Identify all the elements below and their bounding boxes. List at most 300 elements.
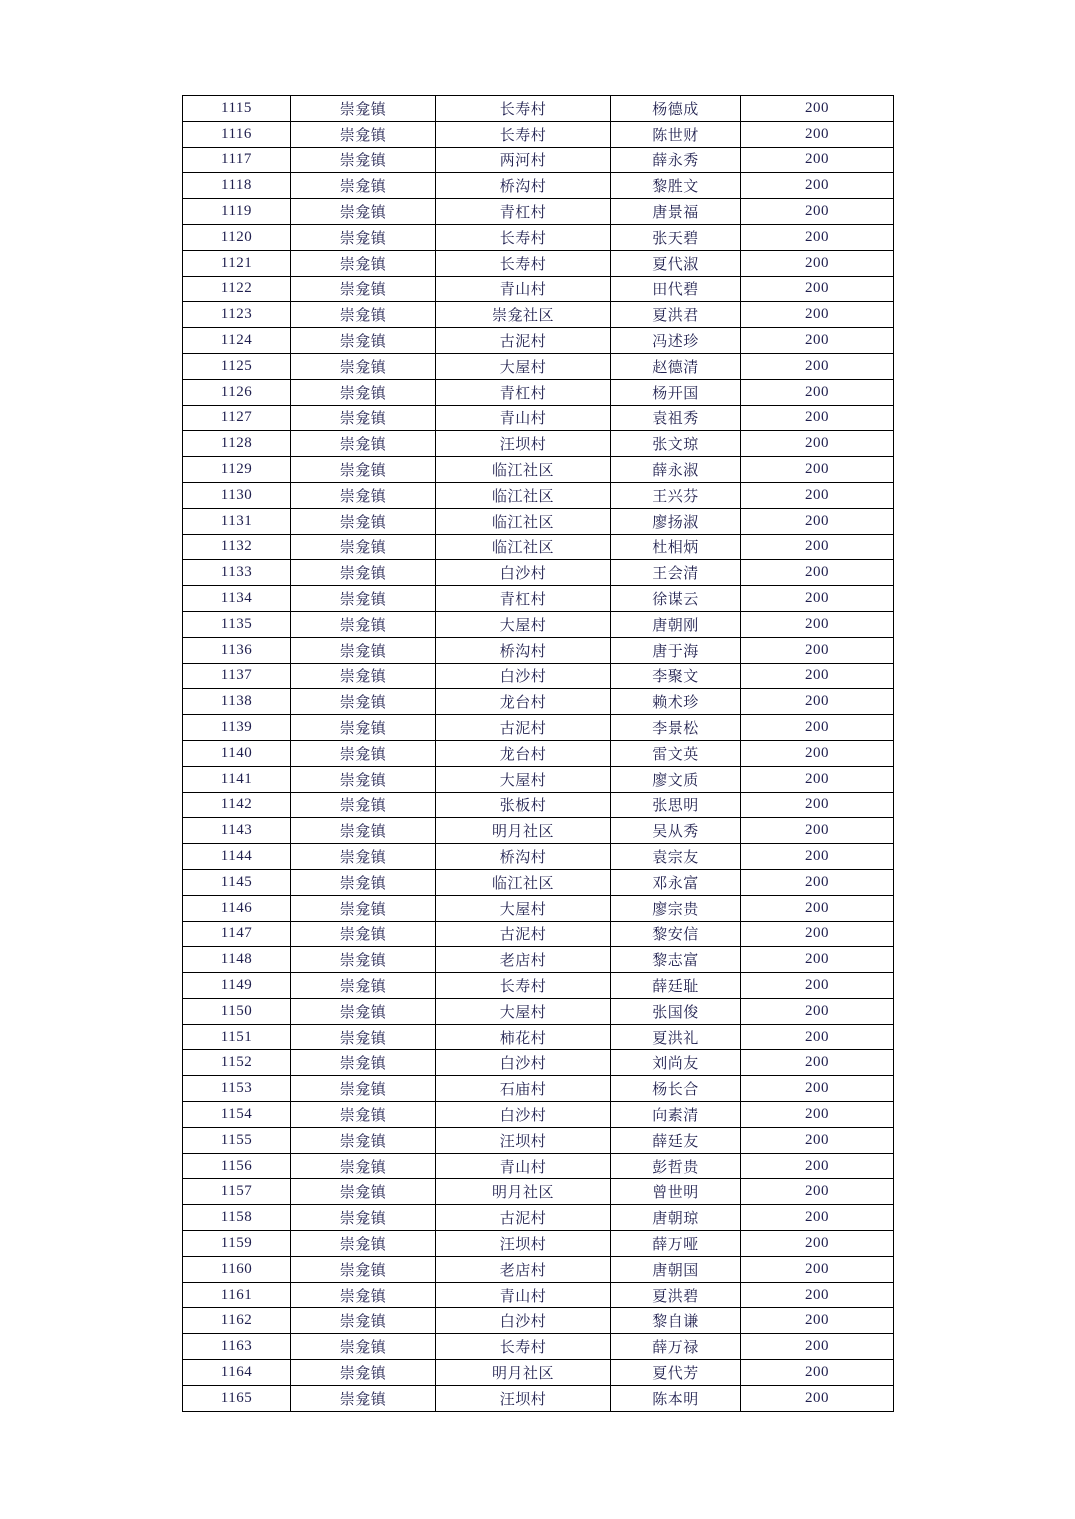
cell-name: 薛万禄 xyxy=(611,1334,741,1360)
cell-amount: 200 xyxy=(741,947,894,973)
cell-town: 崇龛镇 xyxy=(291,328,436,354)
cell-village: 长寿村 xyxy=(436,224,611,250)
cell-id: 1119 xyxy=(183,199,291,225)
cell-name: 唐朝琼 xyxy=(611,1205,741,1231)
cell-village: 大屋村 xyxy=(436,766,611,792)
cell-town: 崇龛镇 xyxy=(291,224,436,250)
cell-id: 1151 xyxy=(183,1024,291,1050)
cell-name: 张国俊 xyxy=(611,998,741,1024)
cell-id: 1149 xyxy=(183,973,291,999)
cell-amount: 200 xyxy=(741,482,894,508)
cell-name: 夏代淑 xyxy=(611,250,741,276)
cell-village: 白沙村 xyxy=(436,560,611,586)
beneficiary-table xyxy=(182,95,894,1412)
table-row xyxy=(183,431,894,457)
cell-town: 崇龛镇 xyxy=(291,1102,436,1128)
table-row xyxy=(183,1076,894,1102)
cell-town: 崇龛镇 xyxy=(291,173,436,199)
cell-amount: 200 xyxy=(741,1282,894,1308)
table-row xyxy=(183,998,894,1024)
cell-village: 老店村 xyxy=(436,947,611,973)
cell-name: 张思明 xyxy=(611,792,741,818)
cell-village: 临江社区 xyxy=(436,508,611,534)
cell-id: 1155 xyxy=(183,1127,291,1153)
cell-amount: 200 xyxy=(741,224,894,250)
cell-name: 廖扬淑 xyxy=(611,508,741,534)
cell-id: 1161 xyxy=(183,1282,291,1308)
table-row xyxy=(183,1231,894,1257)
table-row xyxy=(183,1360,894,1386)
cell-id: 1126 xyxy=(183,379,291,405)
cell-town: 崇龛镇 xyxy=(291,121,436,147)
cell-id: 1134 xyxy=(183,586,291,612)
table-row xyxy=(183,792,894,818)
cell-town: 崇龛镇 xyxy=(291,1127,436,1153)
cell-id: 1128 xyxy=(183,431,291,457)
cell-town: 崇龛镇 xyxy=(291,431,436,457)
cell-town: 崇龛镇 xyxy=(291,560,436,586)
cell-amount: 200 xyxy=(741,96,894,122)
table-row xyxy=(183,560,894,586)
cell-village: 白沙村 xyxy=(436,663,611,689)
cell-town: 崇龛镇 xyxy=(291,1179,436,1205)
cell-name: 田代碧 xyxy=(611,276,741,302)
cell-amount: 200 xyxy=(741,1385,894,1411)
cell-village: 临江社区 xyxy=(436,457,611,483)
cell-name: 王会清 xyxy=(611,560,741,586)
cell-amount: 200 xyxy=(741,1231,894,1257)
cell-amount: 200 xyxy=(741,998,894,1024)
cell-id: 1157 xyxy=(183,1179,291,1205)
cell-name: 薛廷耻 xyxy=(611,973,741,999)
cell-village: 汪坝村 xyxy=(436,1231,611,1257)
cell-town: 崇龛镇 xyxy=(291,1076,436,1102)
table-row xyxy=(183,895,894,921)
table-row xyxy=(183,1308,894,1334)
cell-name: 张文琼 xyxy=(611,431,741,457)
cell-id: 1153 xyxy=(183,1076,291,1102)
cell-village: 长寿村 xyxy=(436,96,611,122)
cell-amount: 200 xyxy=(741,250,894,276)
cell-village: 长寿村 xyxy=(436,1334,611,1360)
cell-id: 1115 xyxy=(183,96,291,122)
cell-name: 黎自谦 xyxy=(611,1308,741,1334)
cell-name: 廖宗贵 xyxy=(611,895,741,921)
cell-name: 薛永秀 xyxy=(611,147,741,173)
cell-town: 崇龛镇 xyxy=(291,844,436,870)
table-row xyxy=(183,353,894,379)
cell-town: 崇龛镇 xyxy=(291,1024,436,1050)
cell-village: 明月社区 xyxy=(436,818,611,844)
cell-village: 古泥村 xyxy=(436,328,611,354)
cell-town: 崇龛镇 xyxy=(291,482,436,508)
cell-id: 1132 xyxy=(183,534,291,560)
cell-amount: 200 xyxy=(741,637,894,663)
table-row xyxy=(183,766,894,792)
cell-village: 明月社区 xyxy=(436,1179,611,1205)
cell-village: 龙台村 xyxy=(436,689,611,715)
table-row xyxy=(183,224,894,250)
table-row xyxy=(183,534,894,560)
table-row xyxy=(183,482,894,508)
cell-id: 1116 xyxy=(183,121,291,147)
cell-name: 夏洪碧 xyxy=(611,1282,741,1308)
cell-id: 1117 xyxy=(183,147,291,173)
cell-village: 青山村 xyxy=(436,405,611,431)
table-row xyxy=(183,508,894,534)
cell-town: 崇龛镇 xyxy=(291,740,436,766)
cell-village: 汪坝村 xyxy=(436,1385,611,1411)
cell-village: 古泥村 xyxy=(436,1205,611,1231)
table-row xyxy=(183,844,894,870)
cell-village: 柿花村 xyxy=(436,1024,611,1050)
cell-name: 唐朝国 xyxy=(611,1256,741,1282)
cell-name: 黎安信 xyxy=(611,921,741,947)
cell-amount: 200 xyxy=(741,302,894,328)
cell-village: 青山村 xyxy=(436,276,611,302)
table-row xyxy=(183,96,894,122)
cell-id: 1150 xyxy=(183,998,291,1024)
cell-amount: 200 xyxy=(741,1256,894,1282)
cell-amount: 200 xyxy=(741,508,894,534)
cell-name: 彭哲贵 xyxy=(611,1153,741,1179)
cell-amount: 200 xyxy=(741,560,894,586)
cell-name: 黎胜文 xyxy=(611,173,741,199)
cell-amount: 200 xyxy=(741,121,894,147)
cell-town: 崇龛镇 xyxy=(291,921,436,947)
cell-name: 雷文英 xyxy=(611,740,741,766)
cell-village: 汪坝村 xyxy=(436,431,611,457)
cell-village: 临江社区 xyxy=(436,534,611,560)
cell-id: 1124 xyxy=(183,328,291,354)
cell-amount: 200 xyxy=(741,173,894,199)
cell-village: 白沙村 xyxy=(436,1102,611,1128)
cell-town: 崇龛镇 xyxy=(291,1334,436,1360)
cell-village: 青杠村 xyxy=(436,199,611,225)
cell-town: 崇龛镇 xyxy=(291,792,436,818)
cell-id: 1137 xyxy=(183,663,291,689)
cell-name: 邓永富 xyxy=(611,869,741,895)
cell-id: 1164 xyxy=(183,1360,291,1386)
cell-town: 崇龛镇 xyxy=(291,637,436,663)
cell-town: 崇龛镇 xyxy=(291,1256,436,1282)
cell-village: 大屋村 xyxy=(436,998,611,1024)
cell-village: 张板村 xyxy=(436,792,611,818)
cell-name: 赖术珍 xyxy=(611,689,741,715)
cell-id: 1165 xyxy=(183,1385,291,1411)
cell-id: 1148 xyxy=(183,947,291,973)
cell-id: 1156 xyxy=(183,1153,291,1179)
cell-village: 临江社区 xyxy=(436,869,611,895)
cell-amount: 200 xyxy=(741,689,894,715)
cell-amount: 200 xyxy=(741,586,894,612)
cell-amount: 200 xyxy=(741,1153,894,1179)
cell-id: 1131 xyxy=(183,508,291,534)
cell-name: 廖文质 xyxy=(611,766,741,792)
cell-town: 崇龛镇 xyxy=(291,199,436,225)
table-row xyxy=(183,663,894,689)
cell-village: 两河村 xyxy=(436,147,611,173)
cell-amount: 200 xyxy=(741,1360,894,1386)
table-row xyxy=(183,173,894,199)
cell-amount: 200 xyxy=(741,1076,894,1102)
cell-amount: 200 xyxy=(741,353,894,379)
cell-amount: 200 xyxy=(741,328,894,354)
cell-town: 崇龛镇 xyxy=(291,586,436,612)
cell-amount: 200 xyxy=(741,1127,894,1153)
cell-amount: 200 xyxy=(741,844,894,870)
cell-id: 1162 xyxy=(183,1308,291,1334)
cell-town: 崇龛镇 xyxy=(291,869,436,895)
cell-id: 1127 xyxy=(183,405,291,431)
cell-town: 崇龛镇 xyxy=(291,302,436,328)
cell-town: 崇龛镇 xyxy=(291,276,436,302)
cell-amount: 200 xyxy=(741,405,894,431)
cell-village: 长寿村 xyxy=(436,973,611,999)
cell-amount: 200 xyxy=(741,792,894,818)
table-row xyxy=(183,1153,894,1179)
cell-village: 青杠村 xyxy=(436,379,611,405)
table-row xyxy=(183,457,894,483)
cell-name: 李聚文 xyxy=(611,663,741,689)
cell-amount: 200 xyxy=(741,921,894,947)
cell-name: 冯述珍 xyxy=(611,328,741,354)
cell-amount: 200 xyxy=(741,1024,894,1050)
cell-id: 1140 xyxy=(183,740,291,766)
cell-amount: 200 xyxy=(741,431,894,457)
cell-town: 崇龛镇 xyxy=(291,947,436,973)
table-row xyxy=(183,1205,894,1231)
cell-name: 唐于海 xyxy=(611,637,741,663)
cell-village: 龙台村 xyxy=(436,740,611,766)
table-row xyxy=(183,121,894,147)
cell-amount: 200 xyxy=(741,147,894,173)
cell-village: 老店村 xyxy=(436,1256,611,1282)
cell-id: 1147 xyxy=(183,921,291,947)
cell-town: 崇龛镇 xyxy=(291,379,436,405)
cell-name: 夏洪礼 xyxy=(611,1024,741,1050)
cell-amount: 200 xyxy=(741,1050,894,1076)
cell-village: 古泥村 xyxy=(436,921,611,947)
cell-village: 桥沟村 xyxy=(436,844,611,870)
cell-amount: 200 xyxy=(741,199,894,225)
table-row xyxy=(183,715,894,741)
cell-town: 崇龛镇 xyxy=(291,1231,436,1257)
table-row xyxy=(183,1102,894,1128)
cell-village: 白沙村 xyxy=(436,1050,611,1076)
cell-name: 黎志富 xyxy=(611,947,741,973)
cell-name: 袁宗友 xyxy=(611,844,741,870)
cell-village: 长寿村 xyxy=(436,121,611,147)
cell-town: 崇龛镇 xyxy=(291,353,436,379)
cell-id: 1163 xyxy=(183,1334,291,1360)
cell-town: 崇龛镇 xyxy=(291,1385,436,1411)
cell-name: 曾世明 xyxy=(611,1179,741,1205)
cell-id: 1141 xyxy=(183,766,291,792)
cell-village: 青山村 xyxy=(436,1153,611,1179)
cell-town: 崇龛镇 xyxy=(291,534,436,560)
table-row xyxy=(183,1282,894,1308)
cell-amount: 200 xyxy=(741,457,894,483)
cell-amount: 200 xyxy=(741,715,894,741)
cell-village: 石庙村 xyxy=(436,1076,611,1102)
cell-name: 刘尚友 xyxy=(611,1050,741,1076)
cell-town: 崇龛镇 xyxy=(291,1308,436,1334)
cell-id: 1144 xyxy=(183,844,291,870)
cell-village: 长寿村 xyxy=(436,250,611,276)
cell-id: 1138 xyxy=(183,689,291,715)
cell-id: 1120 xyxy=(183,224,291,250)
cell-name: 唐朝刚 xyxy=(611,611,741,637)
table-row xyxy=(183,869,894,895)
cell-town: 崇龛镇 xyxy=(291,1360,436,1386)
cell-town: 崇龛镇 xyxy=(291,715,436,741)
cell-id: 1152 xyxy=(183,1050,291,1076)
cell-name: 陈世财 xyxy=(611,121,741,147)
cell-village: 青山村 xyxy=(436,1282,611,1308)
cell-amount: 200 xyxy=(741,611,894,637)
cell-amount: 200 xyxy=(741,766,894,792)
cell-village: 明月社区 xyxy=(436,1360,611,1386)
cell-id: 1123 xyxy=(183,302,291,328)
table-row xyxy=(183,379,894,405)
cell-amount: 200 xyxy=(741,973,894,999)
cell-name: 吴从秀 xyxy=(611,818,741,844)
cell-village: 汪坝村 xyxy=(436,1127,611,1153)
cell-town: 崇龛镇 xyxy=(291,1282,436,1308)
table-row xyxy=(183,586,894,612)
table-body xyxy=(183,96,894,1412)
cell-name: 薛永淑 xyxy=(611,457,741,483)
cell-name: 薛万哑 xyxy=(611,1231,741,1257)
table-row xyxy=(183,1256,894,1282)
table-row xyxy=(183,302,894,328)
cell-village: 古泥村 xyxy=(436,715,611,741)
cell-town: 崇龛镇 xyxy=(291,766,436,792)
cell-town: 崇龛镇 xyxy=(291,250,436,276)
cell-name: 袁祖秀 xyxy=(611,405,741,431)
cell-amount: 200 xyxy=(741,1205,894,1231)
cell-name: 杜相炳 xyxy=(611,534,741,560)
cell-name: 杨德成 xyxy=(611,96,741,122)
cell-amount: 200 xyxy=(741,1334,894,1360)
table-row xyxy=(183,611,894,637)
cell-id: 1139 xyxy=(183,715,291,741)
table-row xyxy=(183,1024,894,1050)
cell-name: 赵德清 xyxy=(611,353,741,379)
table-row xyxy=(183,637,894,663)
table-row xyxy=(183,328,894,354)
table-row xyxy=(183,276,894,302)
cell-name: 夏代芳 xyxy=(611,1360,741,1386)
table-row xyxy=(183,250,894,276)
cell-name: 张天碧 xyxy=(611,224,741,250)
cell-town: 崇龛镇 xyxy=(291,1205,436,1231)
cell-id: 1130 xyxy=(183,482,291,508)
cell-amount: 200 xyxy=(741,740,894,766)
cell-village: 青杠村 xyxy=(436,586,611,612)
table-row xyxy=(183,740,894,766)
cell-id: 1158 xyxy=(183,1205,291,1231)
cell-town: 崇龛镇 xyxy=(291,508,436,534)
table-row xyxy=(183,921,894,947)
cell-name: 王兴芬 xyxy=(611,482,741,508)
cell-village: 桥沟村 xyxy=(436,637,611,663)
cell-village: 大屋村 xyxy=(436,895,611,921)
cell-amount: 200 xyxy=(741,869,894,895)
table-row xyxy=(183,1127,894,1153)
table-row xyxy=(183,1050,894,1076)
cell-village: 临江社区 xyxy=(436,482,611,508)
cell-amount: 200 xyxy=(741,1308,894,1334)
cell-amount: 200 xyxy=(741,1102,894,1128)
cell-town: 崇龛镇 xyxy=(291,457,436,483)
cell-id: 1146 xyxy=(183,895,291,921)
cell-id: 1154 xyxy=(183,1102,291,1128)
cell-id: 1160 xyxy=(183,1256,291,1282)
cell-id: 1143 xyxy=(183,818,291,844)
table-row xyxy=(183,1334,894,1360)
table-row xyxy=(183,199,894,225)
cell-name: 陈本明 xyxy=(611,1385,741,1411)
cell-town: 崇龛镇 xyxy=(291,818,436,844)
table-row xyxy=(183,689,894,715)
cell-name: 向素清 xyxy=(611,1102,741,1128)
cell-id: 1121 xyxy=(183,250,291,276)
cell-town: 崇龛镇 xyxy=(291,611,436,637)
cell-id: 1145 xyxy=(183,869,291,895)
table-row xyxy=(183,973,894,999)
cell-id: 1133 xyxy=(183,560,291,586)
cell-amount: 200 xyxy=(741,379,894,405)
cell-id: 1142 xyxy=(183,792,291,818)
cell-village: 白沙村 xyxy=(436,1308,611,1334)
cell-town: 崇龛镇 xyxy=(291,405,436,431)
cell-id: 1129 xyxy=(183,457,291,483)
cell-name: 薛廷友 xyxy=(611,1127,741,1153)
cell-id: 1125 xyxy=(183,353,291,379)
cell-id: 1118 xyxy=(183,173,291,199)
cell-id: 1122 xyxy=(183,276,291,302)
cell-amount: 200 xyxy=(741,276,894,302)
cell-name: 杨长合 xyxy=(611,1076,741,1102)
cell-town: 崇龛镇 xyxy=(291,998,436,1024)
cell-name: 徐谋云 xyxy=(611,586,741,612)
cell-amount: 200 xyxy=(741,895,894,921)
cell-village: 大屋村 xyxy=(436,611,611,637)
cell-amount: 200 xyxy=(741,818,894,844)
cell-amount: 200 xyxy=(741,534,894,560)
cell-village: 桥沟村 xyxy=(436,173,611,199)
table-row xyxy=(183,947,894,973)
cell-id: 1159 xyxy=(183,1231,291,1257)
cell-town: 崇龛镇 xyxy=(291,663,436,689)
cell-town: 崇龛镇 xyxy=(291,973,436,999)
cell-town: 崇龛镇 xyxy=(291,1050,436,1076)
table-row xyxy=(183,147,894,173)
cell-name: 李景松 xyxy=(611,715,741,741)
cell-amount: 200 xyxy=(741,663,894,689)
cell-town: 崇龛镇 xyxy=(291,96,436,122)
cell-village: 崇龛社区 xyxy=(436,302,611,328)
cell-town: 崇龛镇 xyxy=(291,1153,436,1179)
table-row xyxy=(183,405,894,431)
cell-village: 大屋村 xyxy=(436,353,611,379)
cell-name: 夏洪君 xyxy=(611,302,741,328)
cell-town: 崇龛镇 xyxy=(291,147,436,173)
table-row xyxy=(183,818,894,844)
cell-name: 唐景福 xyxy=(611,199,741,225)
